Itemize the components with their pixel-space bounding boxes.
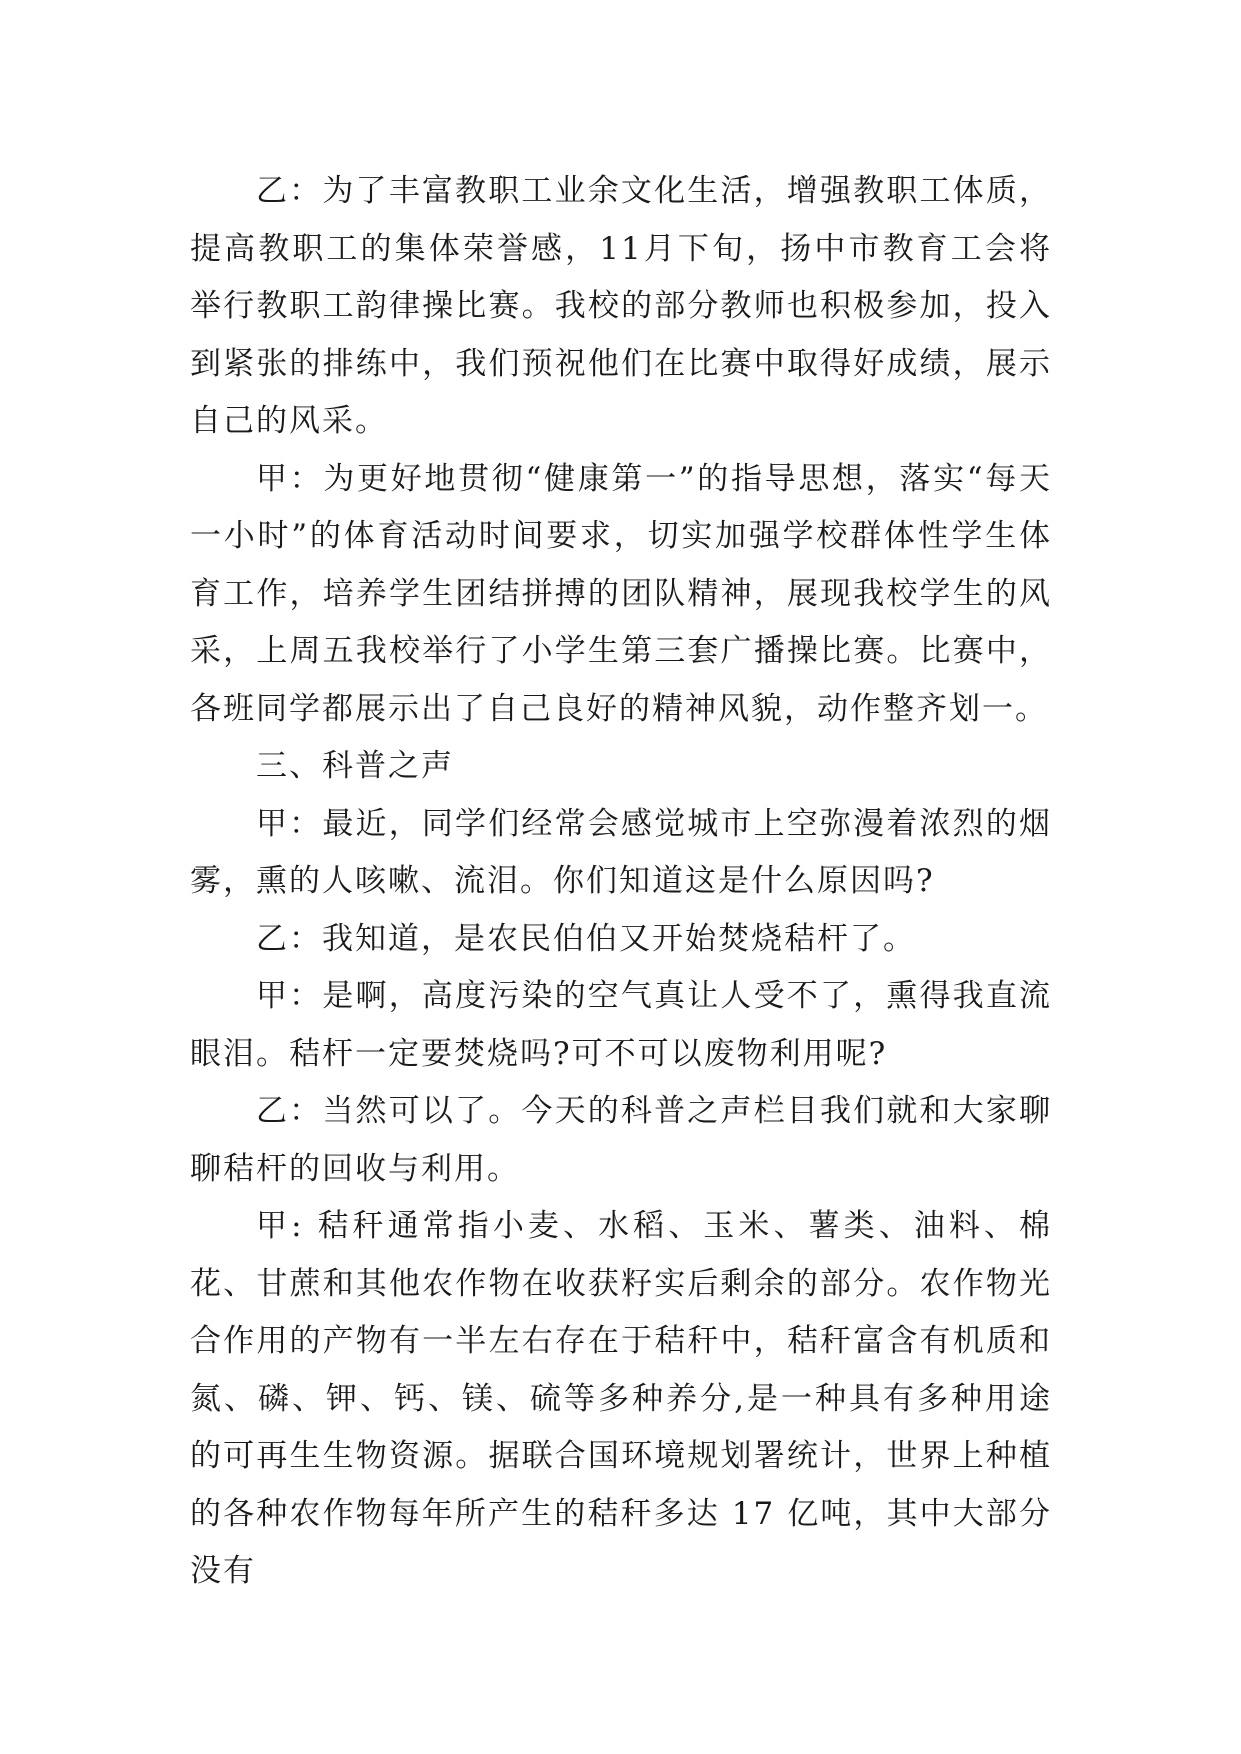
paragraph-competition-teachers: 乙：为了丰富教职工业余文化生活，增强教职工体质，提高教职工的集体荣誉感，11月下旬，扬中市教育工会将举行教职工韵律操比赛。我校的部分教师也积极参加，投入到紧张的排练中，我们预祝他们在比赛中取得好成绩，展示自己的风采。	[190, 173, 1052, 439]
paragraph-topic-intro: 乙：当然可以了。今天的科普之声栏目我们就和大家聊聊秸杆的回收与利用。	[190, 1093, 1052, 1187]
paragraph-straw-burning: 乙：我知道，是农民伯伯又开始焚烧秸杆了。	[256, 920, 916, 957]
paragraph-competition-students: 甲：为更好地贯彻“健康第一”的指导思想，落实“每天一小时”的体育活动时间要求，切实加强学校群体性学生体育工作，培养学生团结拼搏的团队精神，展现我校学生的风采，上周五我校举行了小学生第三套广播操比赛。比赛中，各班同学都展示出了自己良好的精神风貌，动作整齐划一。	[190, 460, 1052, 727]
paragraph-smog-question: 甲：最近，同学们经常会感觉城市上空弥漫着浓烈的烟雾，熏的人咳嗽、流泪。你们知道这是什么原因吗?	[190, 805, 1052, 899]
section-heading-science: 三、科普之声	[256, 748, 454, 784]
document-body	[190, 163, 1052, 1601]
paragraph-straw-definition: 甲: 秸秆通常指小麦、水稻、玉米、薯类、油料、棉花、甘蔗和其他农作物在收获籽实后剩余的部分。农作物光合作用的产物有一半左右存在于秸秆中，秸秆富含有机质和氮、磷、钾、钙、镁、硫等多种养分,是一种具有多种用途的可再生生物资源。据联合国环境规划署统计，世界上种植的各种农作物每年所产生的秸秆多达 17 亿吨，其中大部分没有	[190, 1208, 1052, 1589]
paragraph-pollution: 甲：是啊，高度污染的空气真让人受不了，熏得我直流眼泪。秸杆一定要焚烧吗?可不可以废物利用呢?	[190, 978, 1052, 1072]
